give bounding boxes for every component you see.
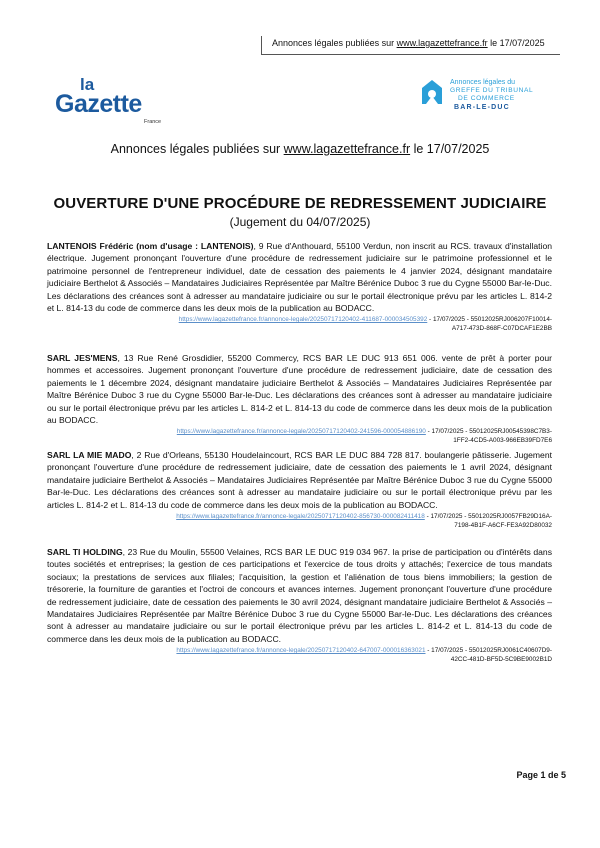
top-header — [261, 36, 560, 55]
page-title: OUVERTURE D'UNE PROCÉDURE DE REDRESSEMENT JUDICIAIRE — [53, 195, 547, 212]
notice-reference: https://www.lagazettefrance.fr/annonce-legale/20250717120402-647007-000016363021 - 17/07/2025 - 55012025RJ0061C40607D9- 42CC-481D-BF5D-5C9BE9002B1D — [176, 647, 552, 664]
notice-reference: https://www.lagazettefrance.fr/annonce-legale/20250717120402-411687-000034505392 - 17/07/2025 - 55012025RJ006207F10014- A717-473D-868F-C07DCAF1E2BB — [178, 316, 552, 333]
notice-link[interactable]: https://www.lagazettefrance.fr/annonce-legale/20250717120402-411687-000034505392 — [178, 316, 428, 324]
notice-reference: https://www.lagazettefrance.fr/annonce-legale/20250717120402-856730-000082411418 - 17/07/2025 - 55012025RJ0057FB29D16A- 7198-4B1F-A6CF-FE3A92D80032 — [176, 513, 552, 530]
greffe-shield-icon — [422, 80, 442, 104]
greffe-line2: GREFFE DU TRIBUNAL — [450, 87, 534, 94]
notice-reference: https://www.lagazettefrance.fr/annonce-legale/20250717120402-241596-000054886190 - 17/07/2025 - 55012025RJ00545398C7B3- 1FF2-4CD5-A003-966EB39FD7E6 — [176, 428, 552, 445]
notice-company-name: SARL TI HOLDING — [47, 547, 123, 557]
notice-body: , 9 Rue d'Anthouard, 55100 Verdun, non inscrit au RCS. travaux d'installation électrique. Jugement prononçant l'ouverture d'une procédure de redressement judiciaire sur le patrimoine professionnel et le patrimoine personnel de l'entrepreneur individuel, date de cessation des paiements le 4 janvier 2024, désignant mandataire judiciaire Berthelot & Associés – Mandataires Judiciaires Représentée par Maître Bérénice Duboc 3 rue du Cygne 55000 Bar-le-Duc. Les déclarations des créances sont à adresser au mandataire judiciaire ou sur le portail électronique prévu par les articles L. 814-2 et L. 814-13 du code de commerce dans les deux mois de la publication au BODACC. — [47, 241, 553, 314]
notice-company-name: LANTENOIS Frédéric (nom d'usage : LANTENOIS) — [47, 241, 254, 251]
notice-link[interactable]: https://www.lagazettefrance.fr/annonce-legale/20250717120402-647007-000016363021 — [176, 647, 426, 655]
gazette-logo — [50, 74, 180, 126]
greffe-line3: DE COMMERCE — [458, 95, 515, 102]
notice-link[interactable]: https://www.lagazettefrance.fr/annonce-legale/20250717120402-856730-000082411418 — [176, 513, 425, 521]
notice-company-name: SARL JES'MENS — [47, 353, 118, 363]
greffe-line4: BAR-LE-DUC — [454, 104, 510, 111]
page-number: Page 1 de 5 — [516, 770, 566, 780]
notice-item — [47, 546, 552, 664]
top-header-text: Annonces légales publiées sur www.lagazettefrance.fr le 17/07/2025 — [272, 38, 545, 48]
gazette-logo-la: la — [80, 75, 95, 94]
notice-item — [47, 240, 552, 333]
top-header-site-link[interactable]: www.lagazettefrance.fr — [396, 38, 488, 48]
gazette-logo-country: France — [144, 119, 162, 125]
notice-item — [47, 449, 552, 530]
greffe-line1: Annonces légales du — [450, 79, 515, 86]
gazette-logo-name: Gazette — [55, 90, 142, 118]
notice-link[interactable]: https://www.lagazettefrance.fr/annonce-legale/20250717120402-241596-000054886190 — [176, 428, 426, 436]
page-subtitle: Annonces légales publiées sur www.lagazettefrance.fr le 17/07/2025 — [110, 142, 490, 156]
judgment-date: (Jugement du 04/07/2025) — [229, 215, 371, 229]
notice-body: , 23 Rue du Moulin, 55500 Velaines, RCS BAR LE DUC 919 034 967. la prise de participation ou d'intérêts dans toutes sociétés et entreprises; la gestion de ces participations et l'exercice de tous droits y attachés; l'exercice de tous mandats sociaux; la prestations de services aux filiales; l'acquisition, la gestion et l'aliénation de tous biens immobiliers; la gestion de trésorerie, la fourniture de garanties et l'octroi de concours et avances internes. Jugement prononçant l'ouverture d'une procédure de redressement judiciaire, date de cessation des paiements le 30 avril 2024, désignant mandataire judiciaire Berthelot & Associés – Mandataires Judiciaires Représentée par Maître Bérénice Duboc 3 rue du Cygne 55000 Bar-le-Duc. Les déclarations des créances sont à adresser au mandataire judiciaire ou sur le portail électronique prévu par les articles L. 814-2 et L. 814-13 du code de commerce dans les deux mois de la publication au BODACC. — [47, 547, 553, 644]
subtitle-site-link[interactable]: www.lagazettefrance.fr — [283, 142, 411, 156]
notice-item — [47, 352, 552, 445]
notice-company-name: SARL LA MIE MADO — [47, 450, 132, 460]
notice-body: , 2 Rue d'Orleans, 55130 Houdelaincourt, RCS BAR LE DUC 884 728 817. boulangerie pâtisserie. Jugement prononçant l'ouverture d'une procédure de redressement judiciaire, date de cessation des paiements le 1 avril 2024, désignant mandataire judiciaire Berthelot & Associés – Mandataires Judiciaires Représentée par Maître Bérénice Duboc 3 rue du Cygne 55000 Bar-le-Duc. Les déclarations des créances sont à adresser au mandataire judiciaire ou sur le portail électronique prévu par les articles L. 814-2 et L. 814-13 du code de commerce dans les deux mois de la publication au BODACC. — [47, 450, 553, 510]
greffe-logo — [420, 74, 570, 114]
notice-body: , 13 Rue René Grosdidier, 55200 Commercy, RCS BAR LE DUC 913 651 006. vente de prêt à porter pour hommes et accessoires. Jugement prononçant l'ouverture d'une procédure de redressement judiciaire, date de cessation des paiements le 1 décembre 2024, désignant mandataire judiciaire Berthelot & Associés – Mandataires Judiciaires Représentée par Maître Bérénice Duboc 3 rue du Cygne 55000 Bar-le-Duc. Les déclarations des créances sont à adresser au mandataire judiciaire ou sur le portail électronique prévu par les articles L. 814-2 et L. 814-13 du code de commerce dans les deux mois de la publication au BODACC. — [47, 353, 552, 426]
